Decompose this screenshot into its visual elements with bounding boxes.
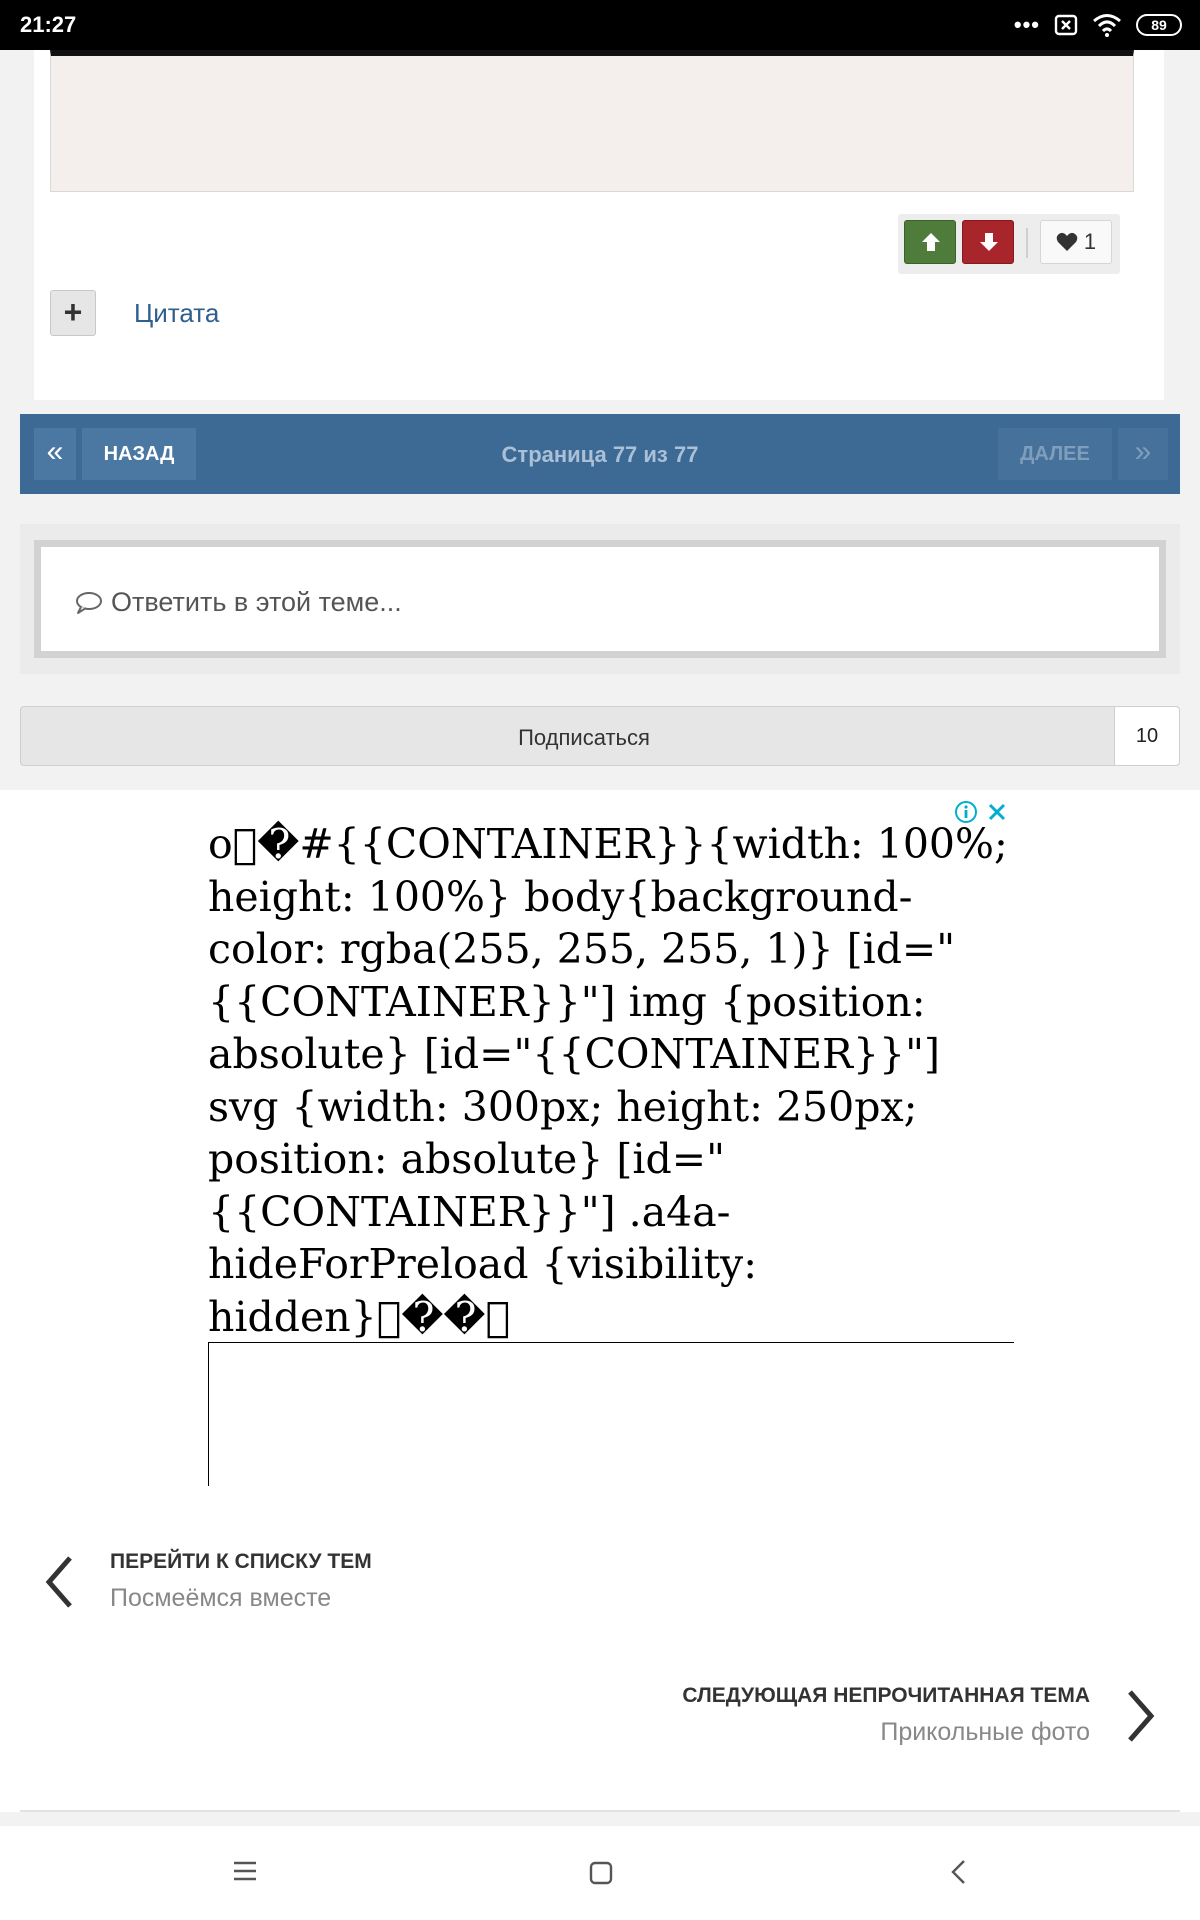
multiquote-add-button[interactable]: + — [50, 290, 96, 336]
back-icon[interactable] — [948, 1858, 968, 1886]
arrow-down-icon — [978, 231, 1000, 253]
pagination-bar — [20, 414, 1180, 494]
follow-button[interactable] — [20, 706, 1180, 766]
ad-raw-text: o �#{{CONTAINER}}{width: 100%; height: 100%} body{background-color: rgba(255, 255, 255, 1)} [id="{{CONTAINER}}"] img {position: absolute} [id="{{CONTAINER}}"] svg {width: 300px; height: 250px; position: absolute} [id="{{CONTAINER}}"] .a4a-hideForPreload {visibility: hidden} ��  — [208, 820, 1008, 1341]
upvote-button[interactable] — [904, 220, 956, 264]
section-divider — [20, 1810, 1180, 1812]
reputation-divider — [1026, 228, 1028, 258]
page-indicator: Страница 77 из 77 — [501, 442, 699, 467]
post-image[interactable] — [50, 50, 1134, 192]
next-page-button[interactable]: ДАЛЕЕ — [998, 428, 1112, 480]
forum-name[interactable]: Посмеёмся вместе — [110, 1584, 332, 1612]
status-icons — [1014, 12, 1182, 38]
status-time: 21:27 — [20, 12, 77, 37]
next-unread-topic-link[interactable]: СЛЕДУЮЩАЯ НЕПРОЧИТАННАЯ ТЕМА — [682, 1684, 1090, 1707]
reputation-box — [898, 214, 1120, 274]
battery-icon: 89 — [1136, 14, 1182, 36]
prev-page-button[interactable]: НАЗАД — [82, 428, 196, 480]
reply-placeholder: Ответить в этой теме... — [111, 587, 402, 617]
ad-frame[interactable] — [208, 1342, 1014, 1486]
arrow-up-icon — [920, 231, 942, 253]
ad-container — [0, 790, 1200, 1500]
chevron-left-icon[interactable] — [44, 1554, 74, 1610]
like-count-button[interactable] — [1040, 220, 1112, 264]
like-count: 1 — [1083, 229, 1097, 254]
reply-input[interactable] — [34, 540, 1166, 658]
next-topic-name[interactable]: Прикольные фото — [880, 1718, 1090, 1746]
sim-blocked-icon — [1054, 14, 1078, 36]
reply-section — [20, 524, 1180, 674]
back-to-topics-link[interactable]: ПЕРЕЙТИ К СПИСКУ ТЕМ — [110, 1550, 372, 1573]
wifi-icon — [1092, 13, 1122, 37]
home-icon[interactable] — [588, 1860, 614, 1886]
heart-icon — [1056, 232, 1078, 252]
last-page-button[interactable]: » — [1118, 428, 1168, 480]
quote-link[interactable]: Цитата — [134, 298, 220, 328]
topic-navigation — [0, 1500, 1200, 1812]
follow-label: Подписаться — [518, 725, 650, 750]
follower-count: 10 — [1114, 706, 1180, 766]
menu-icon[interactable] — [232, 1860, 258, 1882]
status-bar — [0, 0, 1200, 50]
first-page-button[interactable]: « — [34, 428, 76, 480]
chevron-right-icon[interactable] — [1126, 1688, 1156, 1744]
reply-prompt — [75, 587, 402, 618]
more-notifications-icon: ••• — [1013, 12, 1040, 37]
downvote-button[interactable] — [962, 220, 1014, 264]
comment-icon — [75, 591, 103, 615]
post-card — [34, 50, 1164, 400]
system-navigation-bar — [0, 1826, 1200, 1920]
